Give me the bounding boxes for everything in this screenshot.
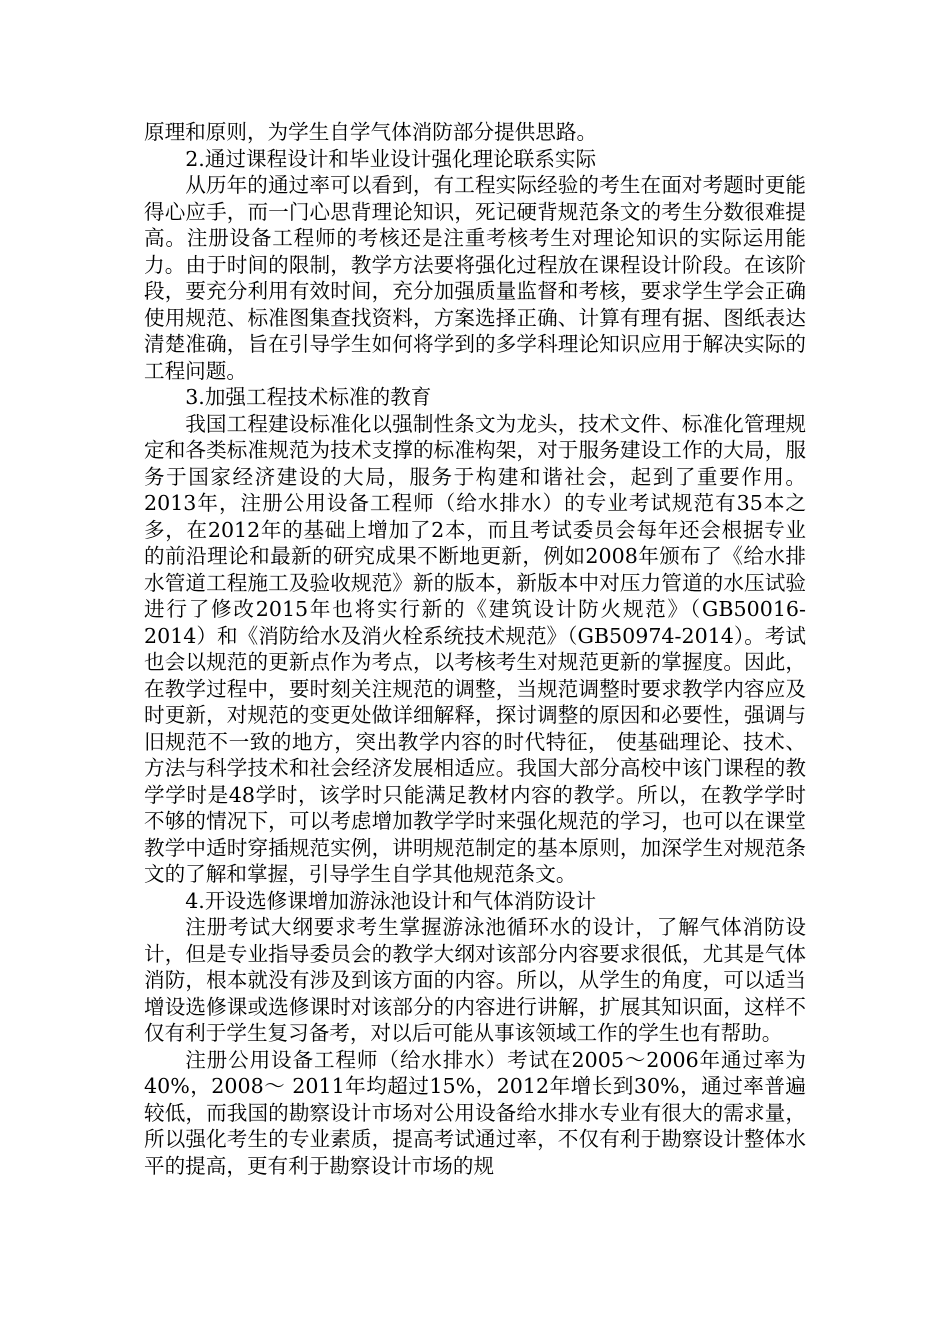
- document-body: [144, 119, 806, 1179]
- section-heading: 2.通过课程设计和毕业设计强化理论联系实际: [185, 146, 597, 171]
- paragraph: 我国工程建设标准化以强制性条文为龙头，技术文件、标准化管理规定和各类标准规范为技术支撑的标准构架，对于服务建设工作的大局，服务于国家经济建设的大局，服务于构建和谐社会，起到了重要作用。2013年，注册公用设备工程师（给水排水）的专业考试规范有35本之多，在2012年的基础上增加了2本，而且考试委员会每年还会根据专业的前沿理论和最新的研究成果不断地更新，例如2008年颁布了《给水排水管道工程施工及验收规范》新的版本，新版本中对压力管道的水压试验进行了修改2015年也将实行新的《建筑设计防火规范》（GB50016-2014）和《消防给水及消火栓系统技术规范》（GB50974-2014）。考试也会以规范的更新点作为考点，以考核考生对规范更新的掌握度。因此，在教学过程中，要时刻关注规范的调整，当规范调整时要求教学内容应及时更新，对规范的变更处做详细解释，探讨调整的原因和必要性，强调与旧规范不一致的地方，突出教学内容的时代特征， 使基础理论、技术、方法与科学技术和社会经济发展相适应。我国大部分高校中该门课程的教学学时是48学时，该学时只能满足教材内容的教学。所以，在教学学时不够的情况下，可以考虑增加教学学时来强化规范的学习，也可以在课堂教学中适时穿插规范实例，讲明规范制定的基本原则，加深学生对规范条文的了解和掌握，引导学生自学其他规范条文。: [144, 411, 806, 886]
- section-heading: 4.开设选修课增加游泳池设计和气体消防设计: [185, 888, 597, 913]
- paragraph: 原理和原则，为学生自学气体消防部分提供思路。: [144, 120, 598, 144]
- paragraph: 从历年的通过率可以看到，有工程实际经验的考生在面对考题时更能得心应手，而一门心思背理论知识，死记硬背规范条文的考生分数很难提高。注册设备工程师的考核还是注重考核考生对理论知识的实际运用能力。由于时间的限制，教学方法要将强化过程放在课程设计阶段。在该阶段，要充分利用有效时间，充分加强质量监督和考核，要求学生学会正确使用规范、标准图集查找资料，方案选择正确、计算有理有据、图纸表达清楚准确，旨在引导学生如何将学到的多学科理论知识应用于解决实际的工程问题。: [144, 173, 806, 383]
- paragraph: 注册公用设备工程师（给水排水）考试在2005～2006年通过率为40%，2008～ 2011年均超过15%，2012年增长到30%，通过率普遍较低，而我国的勘察设计市场对公用设备给水排水专业有很大的需求量，所以强化考生的专业素质，提高考试通过率，不仅有利于勘察设计整体水平的提高，更有利于勘察设计市场的规: [144, 1047, 806, 1178]
- paragraph: 注册考试大纲要求考生掌握游泳池循环水的设计，了解气体消防设计，但是专业指导委员会的教学大纲对该部分内容要求很低，尤其是气体消防，根本就没有涉及到该方面的内容。所以，从学生的角度，可以适当增设选修课或选修课时对该部分的内容进行讲解，扩展其知识面，这样不仅有利于学生复习备考，对以后可能从事该领域工作的学生也有帮助。: [144, 915, 806, 1045]
- section-heading: 3.加强工程技术标准的教育: [185, 385, 432, 409]
